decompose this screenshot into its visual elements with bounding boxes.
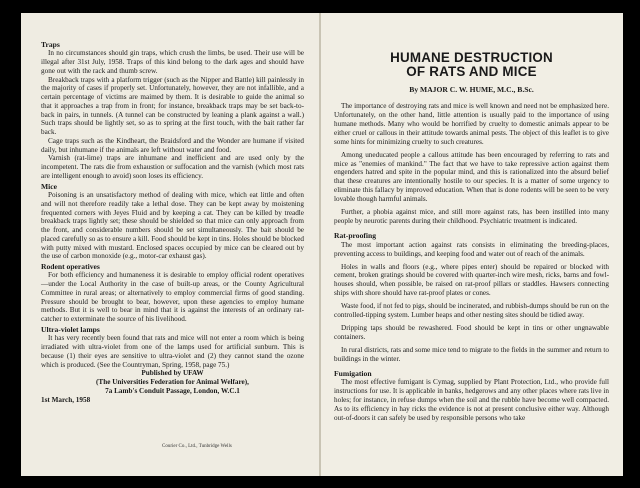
paragraph: Dripping taps should be rewashered. Food should be kept in tins or other ungnawable containers. [334,324,609,342]
author-byline: By MAJOR C. W. HUME, M.C., B.Sc. [409,84,534,94]
title-line-2: OF RATS AND MICE [406,64,537,80]
paragraph: Cage traps such as the Kindheart, the Braidsford and the Wonder are humane if visited daily, but inhumane if the animals are left without water and food. [41,136,304,154]
traps-heading: Traps [41,40,60,49]
paragraph: Holes in walls and floors (e.g., where pipes enter) should be repaired or blocked with cement, broken gratings should be covered with quarter-inch wire mesh, ricks, barns and fowl-houses should, when possible, be raised on rat-proof pillars or staddles. Hawsers connecting ships with shore should have rat-proof plates or cones. [334,262,609,298]
paragraph: Poisoning is an unsatisfactory method of dealing with mice, which eat little and often and will not therefore readily take a lethal dose. They can be kept away by moistening frequented corners with Jeyes Fluid and by keeping a cat. They can be killed by treadle breakback traps lightly set; these should be shielded so that mice can only approach from the front, and considerable numbers should be set simultaneously. The bait should be placed carefully so as to ensure a kill. Food should be kept in tins. Holes should be blocked with putty mixed with mustard. Enclosed spaces occupied by mice can be cleared out by the use of carbon monoxide (e.g., motor-car exhaust gas). [41,191,304,261]
left-page [21,13,319,476]
paragraph: In no circumstances should gin traps, which crush the limbs, be used. Their use will be illegal after 31st July, 1958. Traps of this kind belong to the dark ages and should have gone out with the rack and thumb screw. [41,49,304,75]
paragraph: It has very recently been found that rats and mice will not enter a room which is being irradiated with ultra-violet from one of the lamps used for artificial sunburn. This is because (1) their eyes are sensitive to ultra-violet and (2) they cannot stand the ozone which is produced. (See the Countryman, Spring, 1958, page 75.) [41,334,304,369]
paragraph: Among uneducated people a callous attitude has been encouraged by referring to rats and mice as "enemies of mankind." The fact that we have to take repressive action against them engenders hatred and spite in the popular mind, and this is rationalized into the absurd belief that these creatures are intentionally hostile to our species. It is a matter of some urgency to eliminate this fallacy by improved education. When that is done rodents will be seen to be very lovable though harmful animals. [334,150,609,204]
published-by: Published by UFAW [141,369,204,378]
paragraph: Waste food, if not fed to pigs, should be incinerated, and rubbish-dumps should be run on the controlled-tipping system. Lumber heaps and other nesting sites should be tidied away. [334,302,609,320]
federation-name: (The Universities Federation for Animal Welfare), [96,378,249,387]
paragraph: The most effective fumigant is Cymag, supplied by Plant Protection, Ltd., who provide full instructions for use. It is applicable in banks, hedgerows and any other places where rats live in holes; for instance, in refuse dumps when the soil and the rubble have become well compacted. As to its efficiency in hay ricks the evidence is not at present conclusive either way. Although out-of-doors it can safely be used by responsible persons who take [334,378,609,423]
mice-heading: Mice [41,181,58,191]
printer-imprint: Courier Co., Ltd., Tunbridge Wells [162,444,232,449]
paragraph: The most important action against rats consists in eliminating the breeding-places, preventing access to buildings, and keeping food and water out of reach of the animals. [334,240,609,258]
paragraph: Breakback traps with a platform trigger (such as the Nipper and Battle) kill painlessly in the majority of cases if properly set. Unfortunately, however, they are not infallible, and a certain percentage of victims are maimed by them. It is desirable to guide the animal so that it approaches a trap from in front; for instance, breakback traps may be set back-to-back in pairs, in tunnels. (A tunnel can be constructed by leaning a plank against a wall.) Such traps should be lightly set, so as to spring at the first touch, with the bait rather far back. [41,75,304,137]
publisher-address: 7a Lamb's Conduit Passage, London, W.C.1 [105,387,240,396]
paragraph: Further, a phobia against mice, and still more against rats, has been instilled into many people by neurotic parents during their childhood. Psychiatric treatment is indicated. [334,208,609,226]
ultra-violet-heading: Ultra-violet lamps [41,324,100,334]
paragraph: In rural districts, rats and some mice tend to migrate to the fields in the summer and return to buildings in the winter. [334,346,609,364]
title-line-1: HUMANE DESTRUCTION [390,50,553,65]
paragraph: The importance of destroying rats and mice is well known and need not be emphasized here. Unfortunately, on the other hand, little attention is usually paid to the importance of using humane methods. Many who would be horrified by cruelty to domestic animals appear to be either cruel or callous in their attitude towards animal pests. The object of this leaflet is to give some hints for minimizing cruelty to such creatures. [334,101,609,146]
rodent-operatives-heading: Rodent operatives [41,262,100,272]
fumigation-heading: Fumigation [334,369,372,379]
rat-proofing-heading: Rat-proofing [334,231,377,241]
publisher-block [41,369,304,405]
document-title [334,51,609,80]
publication-date: 1st March, 1958 [41,396,91,405]
paragraph: For both efficiency and humaneness it is desirable to employ official rodent operatives—under the Local Authority in the case of built-up areas, or the County Agricultural Committee in rural areas; or alternatively to employ commercial firms of good standing. Pressure should be brought to bear, however, upon these agencies to employ humane methods. But it is well to bear in mind that it is against the interests of an ordinary rat-catcher to exterminate the source of his livelihood. [41,271,304,324]
paragraph: Varnish (rat-lime) traps are inhumane and inefficient and are used only by the incompetent. The rats die from exhaustion or suffocation and the varnish (which most rats are intelligent enough to avoid) soon loses its efficiency. [41,154,304,180]
right-page [321,13,623,476]
